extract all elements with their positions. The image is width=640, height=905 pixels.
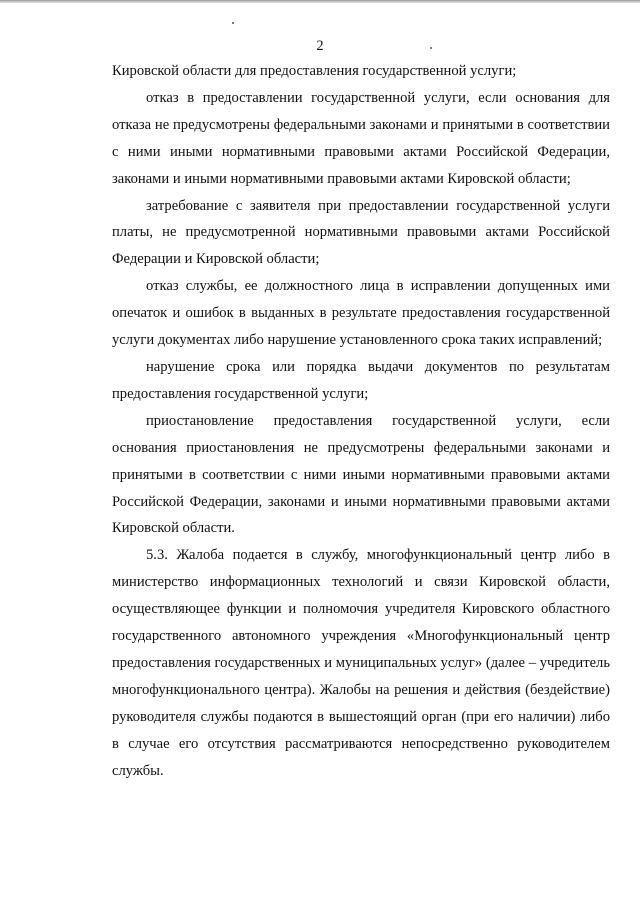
paragraph-refusal-grounds: отказ в предоставлении государственной услуги, если основания для отказа не предусмотрены федеральными законами и принятыми в соответствии с ними иными нормативными правовыми актами Российской Федерации, законами и иными нормативными правовыми актами Кировской области; — [112, 89, 610, 187]
paragraph-section-5-3: 5.3. Жалоба подается в службу, многофункциональный центр либо в министерство информационных технологий и связи Кировской области, осуществляющее функции и полномочия учредителя Кировского областного государственного автономного учреждения «Многофункциональный центр предоставления государственных и муниципальных услуг» (далее – учредитель многофункционального центра). Жалобы на решения и действия (бездействие) руководителя службы подаются в вышестоящий орган (при его наличии) либо в случае его отсутствия рассматриваются непосредственно руководителем службы. — [112, 547, 610, 779]
scan-top-edge — [0, 0, 640, 3]
paragraph-deadline-violation: нарушение срока или порядка выдачи документов по результатам предоставления государственной услуги; — [112, 358, 610, 402]
paragraph-suspension: приостановление предоставления государственной услуги, если основания приостановления не предусмотрены федеральными законами и принятыми в соответствии с ними иными нормативными правовыми актами Российской Федерации, законами и иными нормативными правовыми актами Кировской области. — [112, 412, 610, 537]
paragraph-continuation: Кировской области для предоставления государственной услуги; — [112, 63, 517, 79]
paragraph-fee-demand: затребование с заявителя при предоставлении государственной услуги платы, не предусмотренной нормативными правовыми актами Российской Федерации и Кировской области; — [112, 197, 610, 268]
document-body — [112, 58, 610, 784]
paragraph-corrections-refusal: отказ службы, ее должностного лица в исправлении допущенных ими опечаток и ошибок в выданных в результате предоставления государственной услуги документах либо нарушение установленного срока таких исправлений; — [112, 278, 610, 349]
page-number: 2 — [316, 38, 324, 54]
scan-speck — [232, 22, 234, 24]
